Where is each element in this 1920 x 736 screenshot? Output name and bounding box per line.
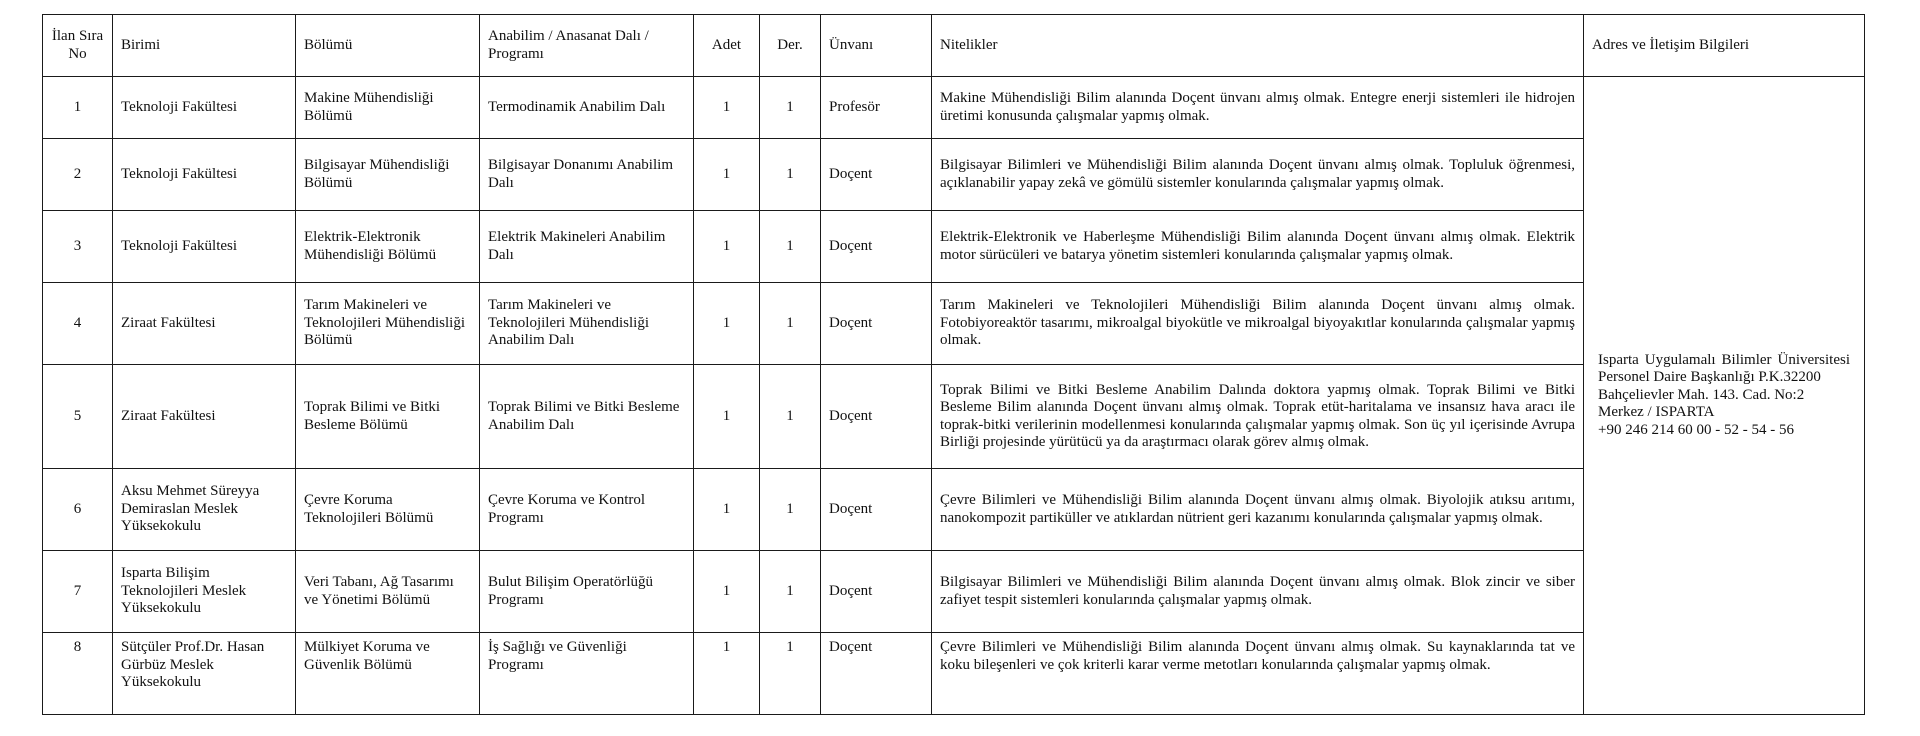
cell-bolumu: Mülkiyet Koruma ve Güvenlik Bölümü: [296, 633, 480, 715]
cell-unvan: Doçent: [821, 283, 932, 365]
cell-bolumu: Çevre Koruma Teknolojileri Bölümü: [296, 469, 480, 551]
cell-unvan: Doçent: [821, 551, 932, 633]
cell-anabilim: Elektrik Makineleri Anabilim Dalı: [480, 211, 694, 283]
header-birimi: Birimi: [113, 15, 296, 77]
cell-anabilim: Termodinamik Anabilim Dalı: [480, 77, 694, 139]
cell-no: 5: [43, 365, 113, 469]
cell-birimi: Isparta Bilişim Teknolojileri Meslek Yüksekokulu: [113, 551, 296, 633]
cell-der: 1: [760, 283, 821, 365]
cell-nitelikler: Makine Mühendisliği Bilim alanında Doçent ünvanı almış olmak. Entegre enerji sistemleri ile hidrojen üretimi konusunda çalışmalar yapmış olmak.: [932, 77, 1584, 139]
header-bolumu: Bölümü: [296, 15, 480, 77]
cell-der: 1: [760, 551, 821, 633]
cell-birimi: Ziraat Fakültesi: [113, 365, 296, 469]
cell-anabilim: İş Sağlığı ve Güvenliği Programı: [480, 633, 694, 715]
cell-no: 7: [43, 551, 113, 633]
address-line-2: Bahçelievler Mah. 143. Cad. No:2: [1598, 386, 1805, 403]
cell-anabilim: Bilgisayar Donanımı Anabilim Dalı: [480, 139, 694, 211]
cell-birimi: Teknoloji Fakültesi: [113, 139, 296, 211]
cell-der: 1: [760, 365, 821, 469]
header-row: [43, 15, 1865, 77]
header-adres: Adres ve İletişim Bilgileri: [1584, 15, 1865, 77]
cell-adet: 1: [694, 77, 760, 139]
cell-no: 1: [43, 77, 113, 139]
cell-anabilim: Çevre Koruma ve Kontrol Programı: [480, 469, 694, 551]
cell-der: 1: [760, 469, 821, 551]
cell-bolumu: Bilgisayar Mühendisliği Bölümü: [296, 139, 480, 211]
cell-adet: 1: [694, 139, 760, 211]
cell-no: 2: [43, 139, 113, 211]
cell-unvan: Doçent: [821, 211, 932, 283]
cell-birimi: Aksu Mehmet Süreyya Demiraslan Meslek Yüksekokulu: [113, 469, 296, 551]
cell-bolumu: Elektrik-Elektronik Mühendisliği Bölümü: [296, 211, 480, 283]
cell-anabilim: Bulut Bilişim Operatörlüğü Programı: [480, 551, 694, 633]
cell-bolumu: Veri Tabanı, Ağ Tasarımı ve Yönetimi Bölümü: [296, 551, 480, 633]
cell-no: 8: [43, 633, 113, 715]
cell-bolumu: Toprak Bilimi ve Bitki Besleme Bölümü: [296, 365, 480, 469]
cell-adet: 1: [694, 211, 760, 283]
cell-unvan: Doçent: [821, 469, 932, 551]
header-der: Der.: [760, 15, 821, 77]
header-adet: Adet: [694, 15, 760, 77]
cell-adet: 1: [694, 551, 760, 633]
cell-nitelikler: Tarım Makineleri ve Teknolojileri Mühendisliği Bilim alanında Doçent ünvanı almış olmak. Fotobiyoreaktör tasarımı, mikroalgal biyokütle ve mikroalgal biyoyakıtlar konularında çalışmalar yapmış olmak.: [932, 283, 1584, 365]
cell-der: 1: [760, 633, 821, 715]
table-row: [43, 77, 1865, 139]
cell-unvan: Doçent: [821, 365, 932, 469]
cell-nitelikler: Bilgisayar Bilimleri ve Mühendisliği Bilim alanında Doçent ünvanı almış olmak. Blok zincir ve siber zafiyet tespit sistemleri konularında çalışmalar yapmış olmak.: [932, 551, 1584, 633]
cell-der: 1: [760, 77, 821, 139]
ilan-table: [42, 14, 1865, 715]
cell-birimi: Ziraat Fakültesi: [113, 283, 296, 365]
cell-nitelikler: Toprak Bilimi ve Bitki Besleme Anabilim Dalında doktora yapmış olmak. Toprak Bilimi ve Bitki Besleme Bilim alanında Doçent ünvanı almış olmak. Toprak etüt-haritalama ve insansız hava aracı ile toprak-bitki verilerinin modellenmesi konularında çalışmalar yapmış olmak. Son üç yıl içerisinde Avrupa Birliği projesinde yürütücü ya da araştırmacı olarak görev almış olmak.: [932, 365, 1584, 469]
cell-birimi: Sütçüler Prof.Dr. Hasan Gürbüz Meslek Yüksekokulu: [113, 633, 296, 715]
header-unvan: Ünvanı: [821, 15, 932, 77]
address-line-1: Isparta Uygulamalı Bilimler Üniversitesi Personel Daire Başkanlığı P.K.32200: [1598, 351, 1850, 386]
cell-no: 3: [43, 211, 113, 283]
cell-no: 6: [43, 469, 113, 551]
page: [42, 14, 1864, 715]
header-anabilim: Anabilim / Anasanat Dalı / Programı: [480, 15, 694, 77]
cell-adet: 1: [694, 633, 760, 715]
cell-anabilim: Toprak Bilimi ve Bitki Besleme Anabilim Dalı: [480, 365, 694, 469]
cell-nitelikler: Elektrik-Elektronik ve Haberleşme Mühendisliği Bilim alanında Doçent ünvanı almış olmak. Elektrik motor sürücüleri ve batarya yönetim sistemleri konularında çalışmalar yapmış olmak.: [932, 211, 1584, 283]
cell-adet: 1: [694, 283, 760, 365]
cell-no: 4: [43, 283, 113, 365]
cell-unvan: Doçent: [821, 633, 932, 715]
address-cell: [1584, 77, 1865, 715]
cell-bolumu: Tarım Makineleri ve Teknolojileri Mühendisliği Bölümü: [296, 283, 480, 365]
cell-anabilim: Tarım Makineleri ve Teknolojileri Mühendisliği Anabilim Dalı: [480, 283, 694, 365]
address-line-4: +90 246 214 60 00 - 52 - 54 - 56: [1598, 421, 1794, 438]
cell-adet: 1: [694, 365, 760, 469]
cell-bolumu: Makine Mühendisliği Bölümü: [296, 77, 480, 139]
cell-der: 1: [760, 139, 821, 211]
cell-nitelikler: Çevre Bilimleri ve Mühendisliği Bilim alanında Doçent ünvanı almış olmak. Su kaynaklarında tat ve koku bileşenleri ve çok kriterli karar verme metotları konularında çalışmalar yapmış olmak.: [932, 633, 1584, 715]
cell-nitelikler: Çevre Bilimleri ve Mühendisliği Bilim alanında Doçent ünvanı almış olmak. Biyolojik atıksu arıtımı, nanokompozit partiküller ve atıklardan nütrient geri kazanımı konularında çalışmalar yapmış olmak.: [932, 469, 1584, 551]
cell-nitelikler: Bilgisayar Bilimleri ve Mühendisliği Bilim alanında Doçent ünvanı almış olmak. Topluluk öğrenmesi, açıklanabilir yapay zekâ ve gömülü sistemler konularında çalışmalar yapmış olmak.: [932, 139, 1584, 211]
cell-der: 1: [760, 211, 821, 283]
header-nitelikler: Nitelikler: [932, 15, 1584, 77]
cell-unvan: Profesör: [821, 77, 932, 139]
address-line-3: Merkez / ISPARTA: [1598, 404, 1715, 421]
cell-birimi: Teknoloji Fakültesi: [113, 77, 296, 139]
cell-unvan: Doçent: [821, 139, 932, 211]
cell-adet: 1: [694, 469, 760, 551]
cell-birimi: Teknoloji Fakültesi: [113, 211, 296, 283]
header-sira: İlan Sıra No: [43, 15, 113, 77]
